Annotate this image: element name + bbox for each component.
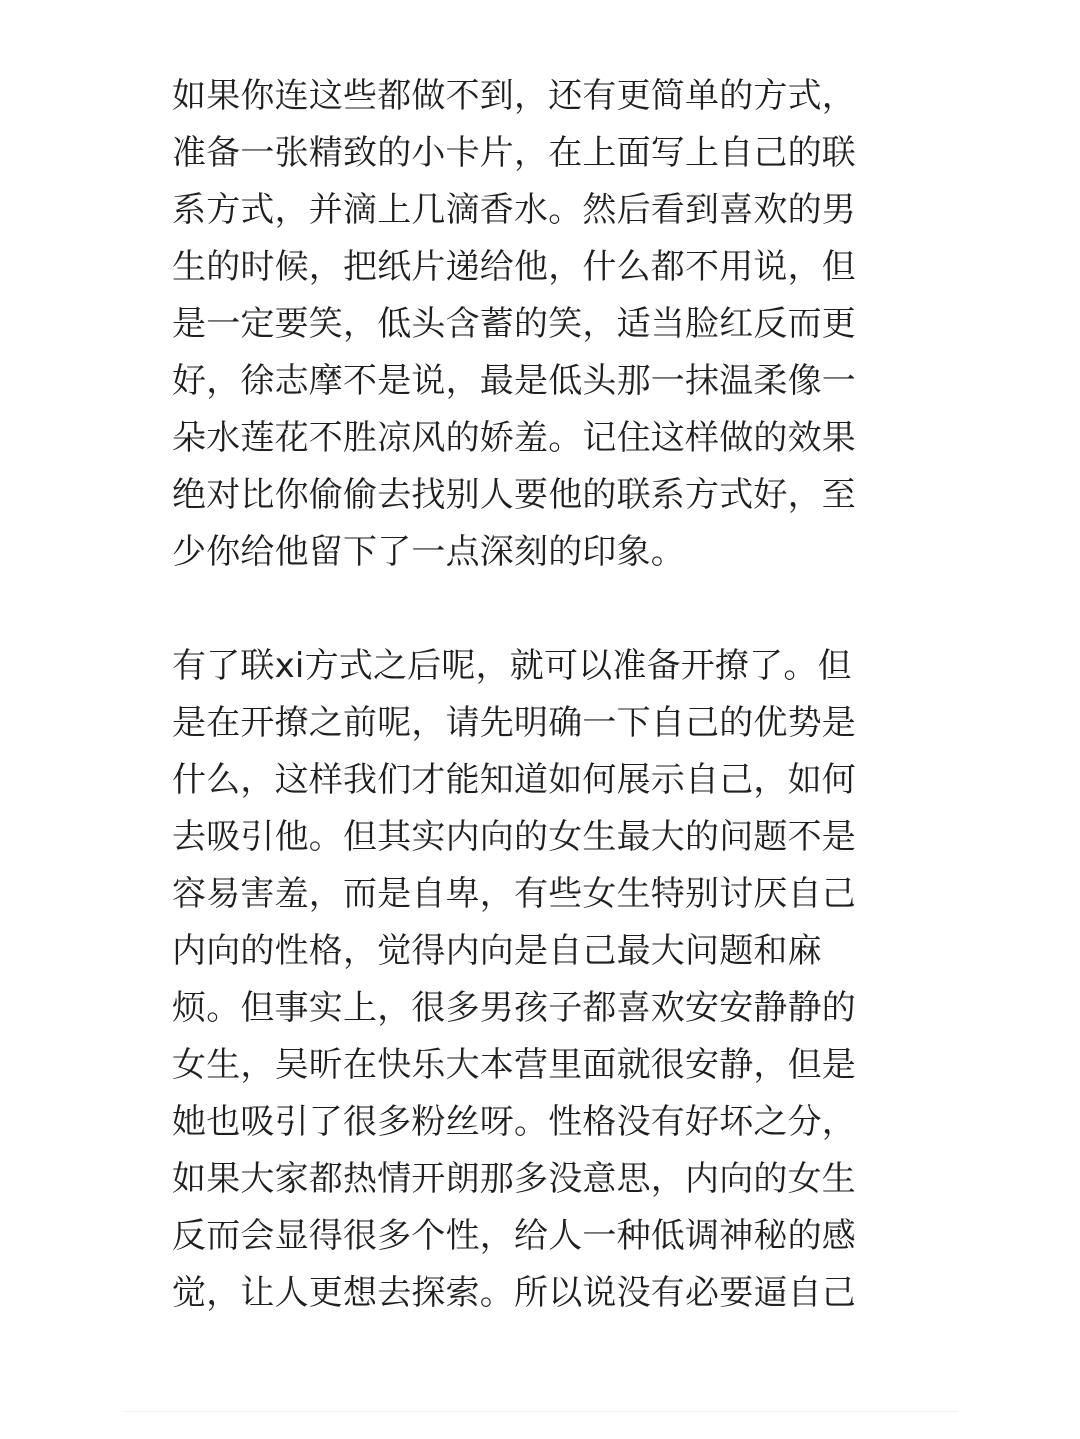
text-line: 如果你连这些都做不到，还有更简单的方式， [172,76,856,116]
paragraph-1 [172,68,892,581]
text-line: 系方式，并滴上几滴香水。然后看到喜欢的男 [172,190,856,230]
text-line: 是在开撩之前呢，请先明确一下自己的优势是 [172,703,856,743]
text-line: 生的时候，把纸片递给他，什么都不用说，但 [172,247,856,287]
paragraph-spacer [172,581,892,638]
text-line: 是一定要笑，低头含蓄的笑，适当脸红反而更 [172,304,856,344]
paragraph-2 [172,638,892,1322]
text-line: 去吸引他。但其实内向的女生最大的问题不是 [172,817,856,857]
text-line: 内向的性格，觉得内向是自己最大问题和麻 [172,931,822,971]
text-line: 反而会显得很多个性，给人一种低调神秘的感 [172,1216,856,1256]
article-body [172,68,892,1322]
text-line: 少你给他留下了一点深刻的印象。 [172,532,685,572]
text-line: 觉，让人更想去探索。所以说没有必要逼自己 [172,1273,856,1313]
text-line: 准备一张精致的小卡片，在上面写上自己的联 [172,133,856,173]
text-line: 烦。但事实上，很多男孩子都喜欢安安静静的 [172,988,856,1028]
text-line: 有了联xi方式之后呢，就可以准备开撩了。但 [172,646,852,686]
text-line: 如果大家都热情开朗那多没意思，内向的女生 [172,1159,856,1199]
text-line: 女生，吴昕在快乐大本营里面就很安静，但是 [172,1045,856,1085]
text-line: 容易害羞，而是自卑，有些女生特别讨厌自己 [172,874,856,914]
text-line: 好，徐志摩不是说，最是低头那一抹温柔像一 [172,361,856,401]
text-line: 绝对比你偷偷去找别人要他的联系方式好，至 [172,475,856,515]
bottom-divider [124,1411,958,1412]
text-line: 她也吸引了很多粉丝呀。性格没有好坏之分， [172,1102,856,1142]
text-line: 朵水莲花不胜凉风的娇羞。记住这样做的效果 [172,418,856,458]
text-line: 什么，这样我们才能知道如何展示自己，如何 [172,760,856,800]
